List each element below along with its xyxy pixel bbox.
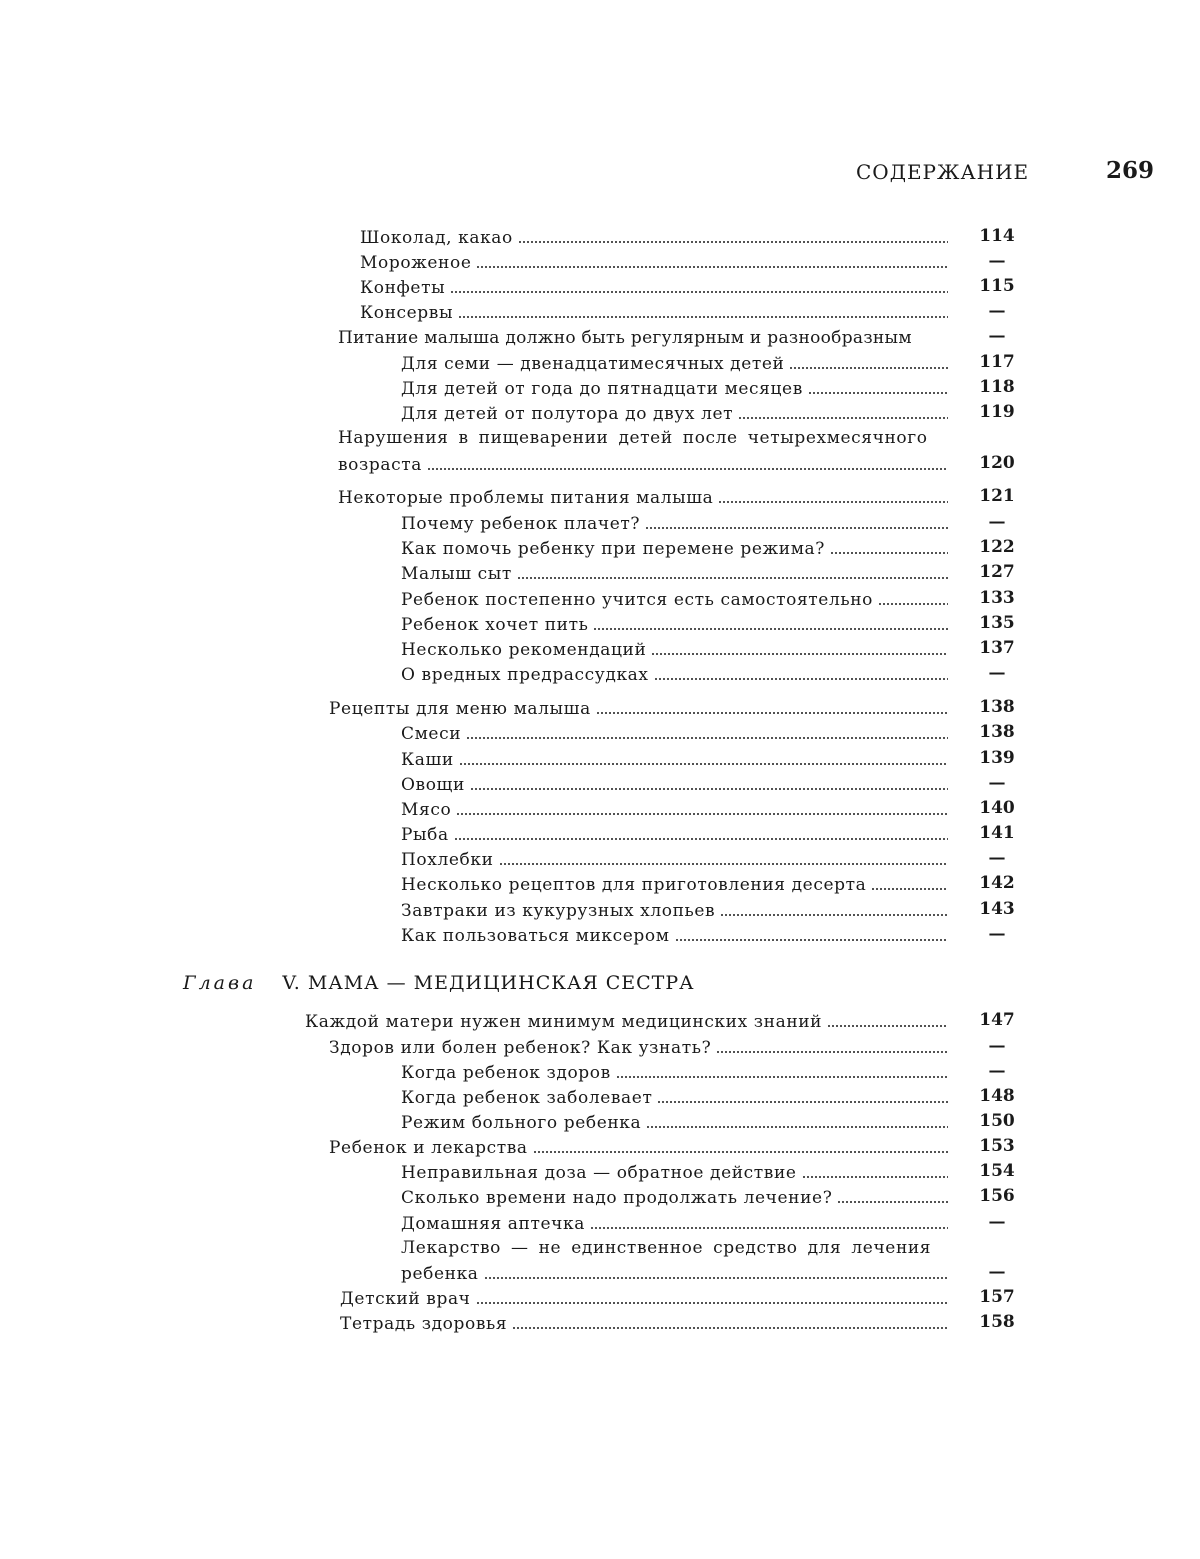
toc-entry[interactable] <box>0 795 1200 821</box>
toc-entry[interactable] <box>0 1083 1200 1109</box>
entry-page: 117 <box>979 352 1015 372</box>
entry-title: О вредных предрассудках <box>401 665 649 685</box>
entry-page: 120 <box>979 453 1015 473</box>
entry-title: Для детей от года до пятнадцати месяцев <box>401 379 803 399</box>
page-number: 269 <box>1106 157 1155 184</box>
toc-entry[interactable] <box>0 559 1200 585</box>
entry-page: 150 <box>979 1111 1015 1131</box>
entry-page: — <box>988 773 1006 793</box>
entry-title: Несколько рецептов для приготовления десерта <box>401 875 867 895</box>
entry-page: — <box>988 326 1006 346</box>
entry-title: Каши <box>401 750 454 770</box>
entry-page: 140 <box>979 798 1015 818</box>
dot-leader <box>512 1326 948 1330</box>
dot-leader <box>593 627 948 631</box>
entry-title: Ребенок и лекарства <box>329 1138 528 1158</box>
entry-page: 154 <box>979 1161 1015 1181</box>
entry-page: 119 <box>979 402 1015 422</box>
entry-title: Шоколад, какао <box>360 228 513 248</box>
entry-title: Консервы <box>360 303 454 323</box>
entry-page: 121 <box>979 486 1015 506</box>
toc-entry[interactable] <box>0 374 1200 400</box>
toc-entry[interactable] <box>0 660 1200 686</box>
entry-title: Когда ребенок здоров <box>401 1063 611 1083</box>
entry-page: — <box>988 848 1006 868</box>
chapter-label: Глава <box>183 972 257 994</box>
toc-entry[interactable] <box>0 450 1200 476</box>
entry-page: 141 <box>979 823 1015 843</box>
dot-leader <box>499 862 949 866</box>
entry-title: Овощи <box>401 775 465 795</box>
dot-leader <box>718 500 948 504</box>
entry-title: Почему ребенок плачет? <box>401 514 641 534</box>
toc-entry[interactable] <box>0 1284 1200 1310</box>
dot-leader <box>646 1125 948 1129</box>
chapter-title: V. МАМА — МЕДИЦИНСКАЯ СЕСТРА <box>282 972 695 994</box>
toc-entry[interactable] <box>0 921 1200 947</box>
entry-title: Ребенок хочет пить <box>401 615 589 635</box>
toc-entry[interactable] <box>0 896 1200 922</box>
toc-entry[interactable] <box>0 1108 1200 1134</box>
dot-leader <box>517 576 948 580</box>
dot-leader <box>459 762 948 766</box>
toc-entry[interactable] <box>0 273 1200 299</box>
entry-title: Когда ребенок заболевает <box>401 1088 653 1108</box>
toc-entry[interactable] <box>0 1259 1200 1285</box>
running-title: СОДЕРЖАНИЕ <box>856 160 1030 184</box>
entry-title: Мясо <box>401 800 452 820</box>
dot-leader <box>720 913 948 917</box>
dot-leader <box>675 938 948 942</box>
dot-leader <box>738 416 948 420</box>
entry-page: — <box>988 663 1006 683</box>
entry-title: Некоторые проблемы питания малыша <box>338 488 714 508</box>
dot-leader <box>596 711 948 715</box>
entry-page: 122 <box>979 537 1015 557</box>
toc-entry[interactable] <box>0 223 1200 249</box>
entry-title-line1: Нарушения в пищеварении детей после четырехмесячного <box>338 428 928 448</box>
entry-page: 133 <box>979 588 1015 608</box>
dot-leader <box>651 652 948 656</box>
toc-entry[interactable] <box>0 770 1200 796</box>
toc-entry[interactable] <box>0 610 1200 636</box>
toc-entry[interactable] <box>0 1058 1200 1084</box>
entry-title: Детский врач <box>340 1289 471 1309</box>
entry-title: Как пользоваться миксером <box>401 926 670 946</box>
entry-page: 138 <box>979 697 1015 717</box>
entry-title: Завтраки из кукурузных хлопьев <box>401 901 716 921</box>
entry-title: Мороженое <box>360 253 472 273</box>
toc-entry[interactable] <box>0 719 1200 745</box>
toc-entry[interactable] <box>0 1158 1200 1184</box>
entry-page: 127 <box>979 562 1015 582</box>
chapter-heading[interactable] <box>183 972 695 994</box>
dot-leader <box>657 1100 948 1104</box>
dot-leader <box>645 526 948 530</box>
dot-leader <box>837 1200 948 1204</box>
dot-leader <box>616 1075 948 1079</box>
dot-leader <box>871 887 948 891</box>
toc-entry[interactable] <box>0 298 1200 324</box>
entry-title: Как помочь ребенку при перемене режима? <box>401 539 825 559</box>
toc-entry[interactable] <box>0 870 1200 896</box>
entry-title: возраста <box>338 455 422 475</box>
entry-page: 138 <box>979 722 1015 742</box>
entry-title-line1: Лекарство — не единственное средство для лечения <box>401 1238 932 1258</box>
entry-page: 147 <box>979 1010 1015 1030</box>
entry-title: Смеси <box>401 724 462 744</box>
dot-leader <box>590 1226 948 1230</box>
entry-page: 118 <box>979 377 1015 397</box>
toc-entry[interactable] <box>0 585 1200 611</box>
entry-title: Похлебки <box>401 850 494 870</box>
entry-title: Каждой матери нужен минимум медицинских знаний <box>305 1012 823 1032</box>
toc-entry[interactable] <box>0 349 1200 375</box>
entry-page: 158 <box>979 1312 1015 1332</box>
toc-entry[interactable] <box>0 483 1200 509</box>
dot-leader <box>456 812 948 816</box>
entry-page: 142 <box>979 873 1015 893</box>
toc-entry[interactable] <box>0 1133 1200 1159</box>
toc-entry[interactable] <box>0 745 1200 771</box>
entry-title: Рыба <box>401 825 449 845</box>
entry-title: Сколько времени надо продолжать лечение? <box>401 1188 833 1208</box>
entry-page: — <box>988 251 1006 271</box>
dot-leader <box>450 290 948 294</box>
toc-entry[interactable] <box>0 1209 1200 1235</box>
entry-title: Режим больного ребенка <box>401 1113 642 1133</box>
entry-title: Несколько рекомендаций <box>401 640 647 660</box>
dot-leader <box>427 467 948 471</box>
entry-page: 148 <box>979 1086 1015 1106</box>
toc-entry[interactable] <box>0 1309 1200 1335</box>
entry-title: Питание малыша должно быть регулярным и разнообразным <box>338 328 912 348</box>
dot-leader <box>533 1150 948 1154</box>
dot-leader <box>789 366 948 370</box>
toc-entry[interactable] <box>0 694 1200 720</box>
dot-leader <box>827 1024 948 1028</box>
dot-leader <box>476 1301 948 1305</box>
toc-entry[interactable] <box>0 845 1200 871</box>
dot-leader <box>484 1276 948 1280</box>
dot-leader <box>518 240 948 244</box>
toc-entry[interactable] <box>0 1033 1200 1059</box>
entry-page: 137 <box>979 638 1015 658</box>
dot-leader <box>458 315 948 319</box>
toc-entry[interactable] <box>0 1007 1200 1033</box>
toc-entry[interactable] <box>0 399 1200 425</box>
dot-leader <box>878 602 948 606</box>
dot-leader <box>830 551 948 555</box>
entry-title: Для семи — двенадцатимесячных детей <box>401 354 785 374</box>
entry-title: ребенка <box>401 1264 479 1284</box>
dot-leader <box>470 787 948 791</box>
entry-page: — <box>988 1212 1006 1232</box>
dot-leader <box>654 677 948 681</box>
entry-title: Малыш сыт <box>401 564 512 584</box>
entry-page: 139 <box>979 748 1015 768</box>
entry-title: Конфеты <box>360 278 446 298</box>
toc-entry[interactable] <box>0 820 1200 846</box>
entry-title: Для детей от полутора до двух лет <box>401 404 734 424</box>
entry-page: — <box>988 512 1006 532</box>
entry-page: 114 <box>979 226 1015 246</box>
entry-page: — <box>988 924 1006 944</box>
dot-leader <box>466 736 948 740</box>
entry-page: — <box>988 301 1006 321</box>
dot-leader <box>802 1175 948 1179</box>
entry-page: 135 <box>979 613 1015 633</box>
entry-page: 156 <box>979 1186 1015 1206</box>
entry-title: Тетрадь здоровья <box>340 1314 508 1334</box>
entry-title: Ребенок постепенно учится есть самостоятельно <box>401 590 873 610</box>
entry-page: — <box>988 1061 1006 1081</box>
dot-leader <box>808 391 948 395</box>
entry-title: Здоров или болен ребенок? Как узнать? <box>329 1038 712 1058</box>
entry-page: — <box>988 1262 1006 1282</box>
toc-entry[interactable] <box>0 534 1200 560</box>
entry-page: 157 <box>979 1287 1015 1307</box>
entry-title: Рецепты для меню малыша <box>329 699 591 719</box>
dot-leader <box>476 265 948 269</box>
entry-page: — <box>988 1036 1006 1056</box>
entry-title: Неправильная доза — обратное действие <box>401 1163 797 1183</box>
toc-entry[interactable] <box>0 635 1200 661</box>
entry-page: 143 <box>979 899 1015 919</box>
toc-entry[interactable] <box>0 1183 1200 1209</box>
entry-title: Домашняя аптечка <box>401 1214 585 1234</box>
toc-entry[interactable] <box>0 323 1200 349</box>
entry-page: 153 <box>979 1136 1015 1156</box>
entry-page: 115 <box>979 276 1015 296</box>
dot-leader <box>716 1050 948 1054</box>
toc-entry[interactable] <box>0 248 1200 274</box>
toc-entry[interactable] <box>0 509 1200 535</box>
dot-leader <box>454 837 948 841</box>
